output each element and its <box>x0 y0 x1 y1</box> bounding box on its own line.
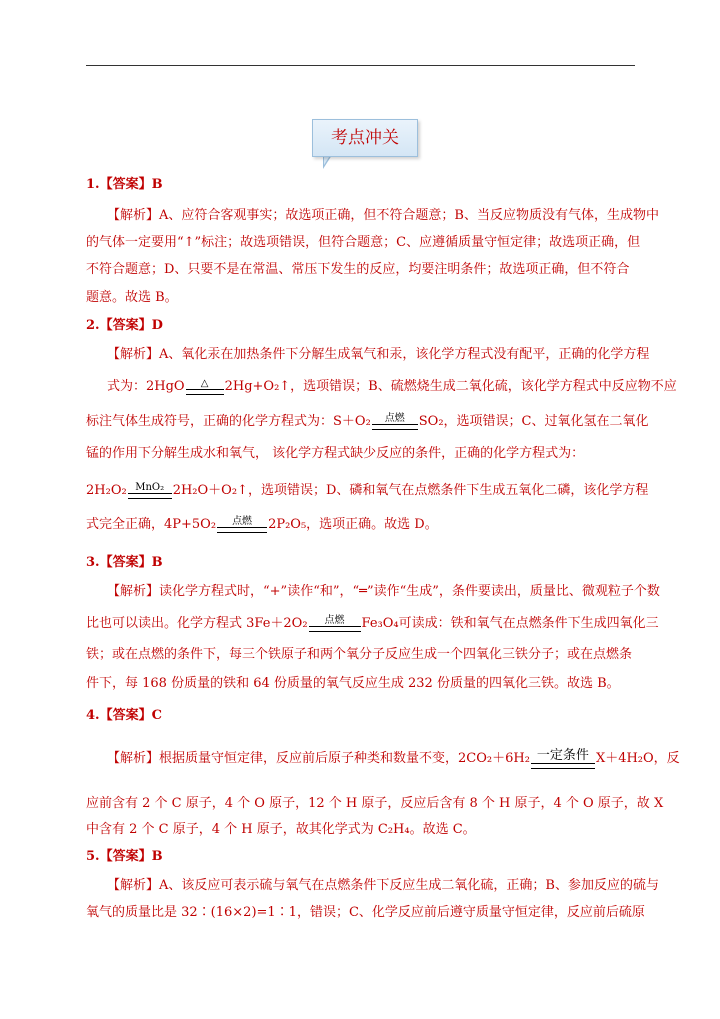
q3-analysis-line-3: 铁；或在点燃的条件下，每三个铁原子和两个氧分子反应生成一个四氧化三铁分子；或在点燃条 <box>86 647 633 662</box>
q2-analysis-line-6: 式完全正确，4P+5O₂ 点燃 2P₂O₅，选项正确。故选 D。 <box>86 516 438 532</box>
q2-analysis-line-1: 【解析】A、氧化汞在加热条件下分解生成氧气和汞，该化学方程式没有配平，正确的化学方程 <box>107 347 650 362</box>
q4-answer-line <box>86 708 162 724</box>
q3-analysis-line-1: 【解析】读化学方程式时，“+”读作“和”，“═”读作“生成”，条件要读出，质量比、微观粒子个数 <box>107 584 660 599</box>
q1-analysis-line-4: 题意。故选 B。 <box>86 290 178 305</box>
q1-answer: B <box>151 177 163 192</box>
q1-analysis-line-3: 不符合题意；D、只要不是在常温、常压下发生的反应，均要注明条件；故选项正确，但不符合 <box>86 262 630 277</box>
q2-answer-line <box>86 318 163 334</box>
q5-analysis-line-2: 氧气的质量比是 32∶(16×2)=1∶1，错误；C、化学反应前后遵守质量守恒定律，反应前后硫原 <box>86 905 645 920</box>
answer-label: 【答案】 <box>99 708 152 723</box>
banner-title: 考点冲关 <box>331 128 399 148</box>
analysis-label: 【解析】 <box>107 878 160 893</box>
equation-sign: 点燃 <box>309 615 361 632</box>
q3-analysis-line-2: 比也可以读出。化学方程式 3Fe＋2O₂ 点燃 Fe₃O₄可读成：铁和氧气在点燃条件下生成四氧化三 <box>86 615 659 631</box>
q4-answer: C <box>151 708 162 723</box>
q3-analysis-line-4: 件下，每 168 份质量的铁和 64 份质量的氧气反应生成 232 份质量的四氧化三铁。故选 B。 <box>86 676 620 691</box>
equation-sign: 点燃 <box>372 413 418 430</box>
q5-answer: B <box>151 849 163 864</box>
q1-analysis-line-1: 【解析】A、应符合客观事实；故选项正确，但不符合题意；B、当反应物质没有气体，生成物中 <box>107 208 659 223</box>
analysis-label: 【解析】 <box>107 208 160 223</box>
analysis-label: 【解析】 <box>107 584 160 599</box>
analysis-label: 【解析】 <box>107 347 160 362</box>
q4-analysis-line-2: 应前含有 2 个 C 原子，4 个 O 原子，12 个 H 原子，反应后含有 8 个 H 原子，4 个 O 原子，故 X <box>86 796 664 811</box>
answer-label: 【答案】 <box>99 177 152 192</box>
q3-answer-line <box>86 555 163 571</box>
equation-sign: 一定条件 <box>531 748 595 769</box>
q5-number: 5. <box>86 849 100 864</box>
answer-label: 【答案】 <box>99 849 152 864</box>
q3-number: 3. <box>86 555 100 570</box>
q5-answer-line <box>86 849 163 865</box>
header-rule <box>86 65 635 66</box>
q2-analysis-line-3: 标注气体生成符号，正确的化学方程式为：S＋O₂ 点燃 SO₂，选项错误；C、过氧化氢在二氧化 <box>86 413 649 429</box>
q1-answer-line <box>86 177 163 193</box>
q1-number: 1. <box>86 177 100 192</box>
q2-analysis-line-4: 锰的作用下分解生成水和氧气， 该化学方程式缺少反应的条件，正确的化学方程式为： <box>86 446 585 461</box>
equation-sign: MnO₂ <box>128 482 172 499</box>
q3-answer: B <box>151 555 163 570</box>
equation-sign: △ <box>186 378 224 395</box>
q1-analysis-line-2: 的气体一定要用“↑”标注；故选项错误，但符合题意；C、应遵循质量守恒定律；故选项正确，但 <box>86 235 641 250</box>
equation-sign: 点燃 <box>217 516 267 533</box>
answer-label: 【答案】 <box>99 555 152 570</box>
section-banner <box>312 119 418 157</box>
answer-label: 【答案】 <box>99 318 152 333</box>
q2-number: 2. <box>86 318 100 333</box>
q4-number: 4. <box>86 708 100 723</box>
analysis-label: 【解析】 <box>107 751 160 766</box>
q2-answer: D <box>151 318 163 333</box>
q2-analysis-line-2: 式为：2HgO △ 2Hg+O₂↑，选项错误；B、硫燃烧生成二氧化硫，该化学方程式中反应物不应 <box>107 378 677 394</box>
q5-analysis-line-1: 【解析】A、该反应可表示硫与氧气在点燃条件下反应生成二氧化硫，正确；B、参加反应的硫与 <box>107 878 659 893</box>
q4-analysis-line-1: 【解析】根据质量守恒定律，反应前后原子种类和数量不变，2CO₂＋6H₂ 一定条件 X＋4H₂O，反 <box>107 748 680 769</box>
q2-analysis-line-5: 2H₂O₂ MnO₂ 2H₂O＋O₂↑，选项错误；D、磷和氧气在点燃条件下生成五氧化二磷，该化学方程 <box>86 482 649 498</box>
q4-analysis-line-3: 中含有 2 个 C 原子，4 个 H 原子，故其化学式为 C₂H₄。故选 C。 <box>86 822 476 837</box>
